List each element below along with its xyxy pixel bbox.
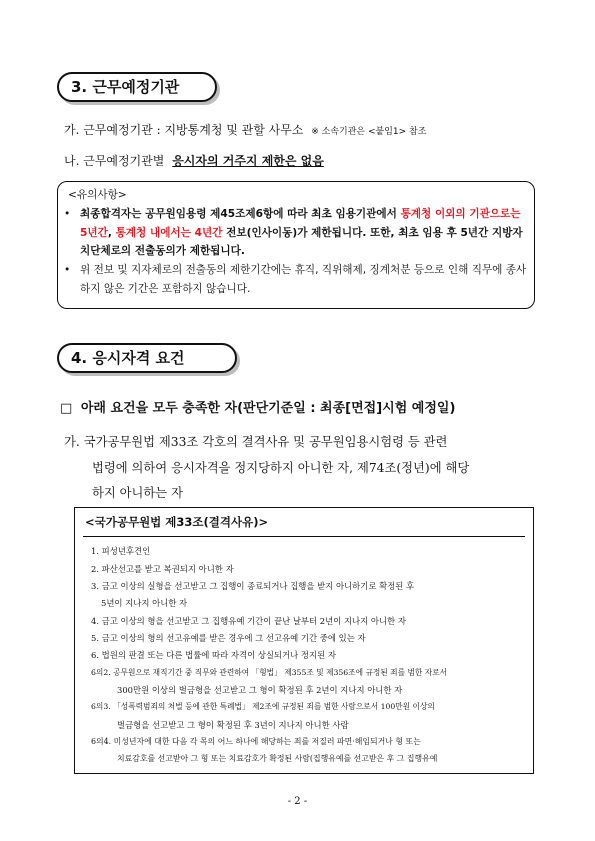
disqualification-title: <국가공무원법 제33조(결격사유)> [85, 515, 269, 529]
eligibility-criteria-text: 아래 요건을 모두 충족한 자(판단기준일 : 최종[면접]시험 예정일) [80, 401, 456, 416]
caution-item-exclusion [64, 261, 530, 298]
law-item: 4. 금고 이상의 형을 선고받고 그 집행유예 기간이 끝난 날부터 2년이 지나지 아니한 자 [91, 616, 406, 626]
law-item: 5년이 지나지 아니한 자 [101, 598, 188, 608]
residence-restriction: 응시자의 거주지 제한은 없음 [172, 154, 324, 168]
transfer-text-3: 전보(인사이동)가 제한됩니다. 또한, 최초 임용 후 5년간 지방자치단체로의 전출동의가 제한됩니다. [80, 226, 523, 257]
law-item: 치료감호를 선고받아 그 형 또는 치료감호가 확정된 사람(집행유예를 선고받은 후 그 집행유예 [117, 754, 438, 763]
section-4-item-ga-line3: 하지 아니하는 자 [92, 486, 183, 500]
law-item: 6. 법원의 판결 또는 다른 법률에 따라 자격이 상실되거나 정지된 자 [91, 650, 336, 660]
bullet: • [64, 264, 71, 276]
law-item: 5. 금고 이상의 형의 선고유예를 받은 경우에 그 선고유예 기간 중에 있는 자 [91, 633, 366, 643]
affiliate-note: ※ 소속기관은 <붙임1> 참조 [311, 127, 427, 137]
caution-title: <유의사항> [68, 189, 127, 201]
residence-label: 나. 근무예정기관별 [64, 154, 165, 168]
law-item: 1. 피성년후견인 [91, 546, 151, 556]
caution-item-exclusion-text: 위 전보 및 지자체로의 전출동의 제한기간에는 휴직, 직위해제, 징계처분 등으로 인해 직무에 종사하지 않은 기간은 포함하지 않습니다. [80, 264, 527, 295]
law-item: 300만원 이상의 벌금형을 선고받고 그 형이 확정된 후 2년이 지나지 아니한 자 [117, 685, 403, 695]
law-item: 6의3. 「성폭력범죄의 처벌 등에 관한 특례법」 제2조에 규정된 죄를 범한 사람으로서 100만원 이상의 [91, 702, 435, 711]
law-item: 벌금형을 선고받고 그 형이 확정된 후 3년이 지나지 아니한 사람 [117, 720, 349, 730]
caution-item-transfer-text [80, 205, 530, 261]
transfer-limit-outside: 통계청 이외의 기관으로는 5년간 [80, 208, 521, 239]
section-3-title: 3. 근무예정기관 [71, 78, 180, 96]
law-item: 6의2. 공무원으로 재직기간 중 직무와 관련하여 「형법」 제355조 및 제356조에 규정된 죄를 범한 자로서 [91, 668, 448, 677]
section-4-heading [57, 343, 237, 373]
transfer-text-1: 최종합격자는 공무원임용령 제45조제6항에 따라 최초 임용기관에서 [80, 208, 397, 220]
section-3-item-na [64, 152, 324, 169]
section-3-heading [57, 72, 217, 102]
work-agency-text: 가. 근무예정기관 : 지방통계청 및 관할 사무소 [64, 123, 304, 137]
section-3-item-ga [64, 121, 426, 138]
checkbox-mark: □ [60, 401, 73, 416]
section-4-item-ga-line1: 가. 국가공무원법 제33조 각호의 결격사유 및 공무원임용시험령 등 관련 [64, 435, 448, 449]
title-divider [83, 536, 525, 537]
transfer-text-2: , [107, 226, 112, 239]
law-item: 3. 금고 이상의 실형을 선고받고 그 집행이 종료되거나 집행을 받지 아니하기로 확정된 후 [91, 581, 415, 591]
section-4-item-ga-line2: 법령에 의하여 응시자격을 정지당하지 아니한 자, 제74조(정년)에 해당 [92, 461, 470, 475]
eligibility-criteria [60, 397, 455, 416]
section-4-title: 4. 응시자격 요건 [71, 349, 185, 367]
law-item: 2. 파산선고를 받고 복권되지 아니한 자 [91, 564, 234, 574]
page-number: - 2 - [287, 796, 308, 807]
disqualification-box [74, 507, 534, 774]
transfer-limit-inside: 통계청 내에서는 4년간 [115, 226, 223, 239]
caution-item-transfer [64, 205, 530, 261]
law-item: 6의4. 미성년자에 대한 다음 각 목의 어느 하나에 해당하는 죄를 저질러 파면·해임되거나 형 또는 [91, 737, 421, 746]
caution-box [57, 181, 535, 309]
bullet: • [64, 208, 71, 220]
